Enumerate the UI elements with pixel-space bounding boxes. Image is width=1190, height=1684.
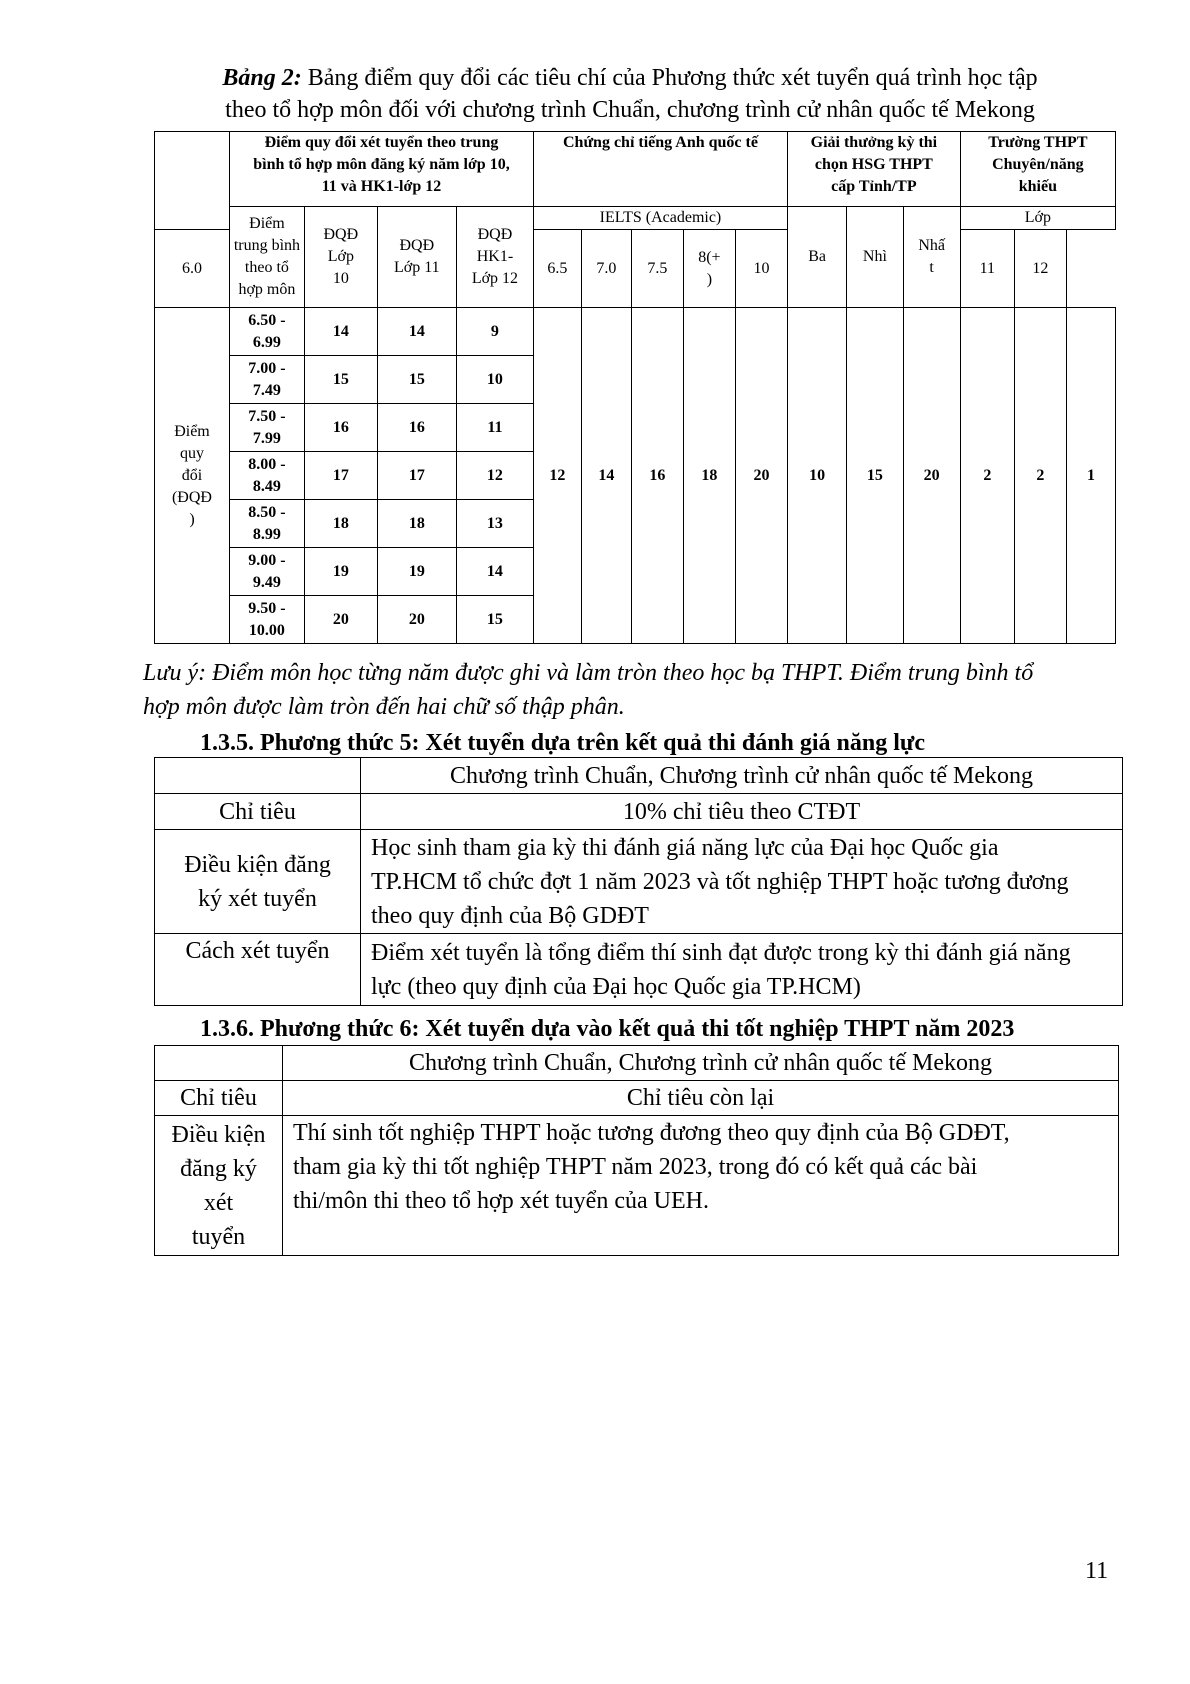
- condition-value: Thí sinh tốt nghiệp THPT hoặc tương đương theo quy định của Bộ GDĐT, tham gia kỳ thi tốt nghiệp THPT năm 2023, trong đó có kết quả các bài thi/môn thi theo tổ hợp xét tuyển của UEH.: [283, 1116, 1119, 1256]
- caption-label: Bảng 2:: [222, 65, 302, 91]
- dqd-11-value: 20: [377, 596, 456, 644]
- dqd-10-value: 16: [304, 404, 377, 452]
- prize-nhi-points: 15: [847, 308, 903, 644]
- header-lop-10: 10: [735, 230, 787, 308]
- caption-line-2: theo tổ hợp môn đối với chương trình Chuẩn, chương trình cử nhân quốc tế Mekong: [225, 97, 1035, 123]
- method-5-heading: 1.3.5. Phương thức 5: Xét tuyển dựa trên kết quả thi đánh giá năng lực: [200, 730, 925, 756]
- dqd-12-value: 10: [456, 356, 533, 404]
- dqd-12-value: 14: [456, 548, 533, 596]
- header-ielts: IELTS (Academic): [533, 207, 787, 230]
- header-ielts-6-5: 6.5: [533, 230, 581, 308]
- ielts-8-points: 20: [735, 308, 787, 644]
- quota-value: 10% chỉ tiêu theo CTĐT: [361, 794, 1123, 830]
- method-5-table: [154, 757, 1123, 1006]
- dqd-10-value: 14: [304, 308, 377, 356]
- header-hsg-prize: Giải thưởng kỳ thi chọn HSG THPT cấp Tỉnh/TP: [787, 132, 960, 207]
- method-6-heading: 1.3.6. Phương thức 6: Xét tuyển dựa vào kết quả thi tốt nghiệp THPT năm 2023: [200, 1016, 1015, 1042]
- empty-corner-cell: [155, 758, 361, 794]
- dqd-12-value: 9: [456, 308, 533, 356]
- side-label-dqd: Điểm quy đổi (ĐQĐ ): [155, 308, 230, 644]
- condition-label: Điều kiện đăng ký xét tuyển: [155, 1116, 283, 1256]
- score-range: 8.50 - 8.99: [229, 500, 304, 548]
- header-average-group: Điểm quy đổi xét tuyển theo trung bình tổ hợp môn đăng ký năm lớp 10, 11 và HK1-lớp 12: [229, 132, 533, 207]
- ielts-6-0-points: 12: [533, 308, 581, 644]
- header-prize-ba: Ba: [787, 207, 846, 308]
- quota-label: Chỉ tiêu: [155, 794, 361, 830]
- method-value: Điểm xét tuyển là tổng điểm thí sinh đạt được trong kỳ thi đánh giá năng lực (theo quy định của Đại học Quốc gia TP.HCM): [361, 934, 1123, 1006]
- quota-value: Chỉ tiêu còn lại: [283, 1081, 1119, 1116]
- header-average-score: Điểm trung bình theo tổ hợp môn: [229, 207, 304, 308]
- header-dqd-grade-11: ĐQĐ Lớp 11: [377, 207, 456, 308]
- dqd-10-value: 20: [304, 596, 377, 644]
- dqd-10-value: 19: [304, 548, 377, 596]
- header-dqd-grade-10: ĐQĐ Lớp 10: [304, 207, 377, 308]
- conversion-score-table: [154, 131, 1116, 644]
- prize-ba-points: 10: [787, 308, 846, 644]
- empty-corner-cell: [155, 132, 230, 230]
- caption-line-1: Bảng điểm quy đổi các tiêu chí của Phương thức xét tuyển quá trình học tập: [301, 65, 1038, 91]
- dqd-10-value: 18: [304, 500, 377, 548]
- dqd-11-value: 17: [377, 452, 456, 500]
- score-range: 6.50 - 6.99: [229, 308, 304, 356]
- dqd-12-value: 12: [456, 452, 533, 500]
- method-6-table: [154, 1045, 1119, 1256]
- dqd-12-value: 13: [456, 500, 533, 548]
- dqd-10-value: 17: [304, 452, 377, 500]
- dqd-11-value: 16: [377, 404, 456, 452]
- dqd-10-value: 15: [304, 356, 377, 404]
- header-prize-nhat: Nhấ t: [903, 207, 960, 308]
- lop-10-points: 2: [960, 308, 1014, 644]
- lop-11-points: 2: [1014, 308, 1066, 644]
- score-range: 7.50 - 7.99: [229, 404, 304, 452]
- header-english-cert: Chứng chỉ tiếng Anh quốc tế: [533, 132, 787, 207]
- header-dqd-grade-12: ĐQĐ HK1- Lớp 12: [456, 207, 533, 308]
- header-specialized-school: Trường THPT Chuyên/năng khiếu: [960, 132, 1115, 207]
- method-label: Cách xét tuyển: [155, 934, 361, 1006]
- quota-label: Chỉ tiêu: [155, 1081, 283, 1116]
- dqd-11-value: 15: [377, 356, 456, 404]
- header-prize-nhi: Nhì: [847, 207, 903, 308]
- condition-label: Điều kiện đăng ký xét tuyển: [155, 830, 361, 934]
- score-range: 9.50 - 10.00: [229, 596, 304, 644]
- ielts-7-5-points: 18: [683, 308, 735, 644]
- dqd-11-value: 14: [377, 308, 456, 356]
- rounding-note: Lưu ý: Điểm môn học từng năm được ghi và làm tròn theo học bạ THPT. Điểm trung bình tổ hợp môn được làm tròn đến hai chữ số thập phân.: [143, 660, 1034, 720]
- score-range: 7.00 - 7.49: [229, 356, 304, 404]
- program-name: Chương trình Chuẩn, Chương trình cử nhân quốc tế Mekong: [361, 758, 1123, 794]
- dqd-11-value: 19: [377, 548, 456, 596]
- condition-value: Học sinh tham gia kỳ thi đánh giá năng lực của Đại học Quốc gia TP.HCM tổ chức đợt 1 năm 2023 và tốt nghiệp THPT hoặc tương đương theo quy định của Bộ GDĐT: [361, 830, 1123, 934]
- dqd-11-value: 18: [377, 500, 456, 548]
- table-caption: [140, 62, 1120, 126]
- ielts-7-0-points: 16: [631, 308, 683, 644]
- header-ielts-7-0: 7.0: [581, 230, 631, 308]
- empty-corner-cell: [155, 1046, 283, 1081]
- header-lop-11: 11: [960, 230, 1014, 308]
- ielts-6-5-points: 14: [581, 308, 631, 644]
- dqd-12-value: 15: [456, 596, 533, 644]
- prize-nhat-points: 20: [903, 308, 960, 644]
- header-ielts-8-plus: 8(+ ): [683, 230, 735, 308]
- program-name: Chương trình Chuẩn, Chương trình cử nhân quốc tế Mekong: [283, 1046, 1119, 1081]
- header-ielts-6-0: 6.0: [155, 230, 230, 308]
- score-range: 8.00 - 8.49: [229, 452, 304, 500]
- header-lop-12: 12: [1014, 230, 1066, 308]
- dqd-12-value: 11: [456, 404, 533, 452]
- score-range: 9.00 - 9.49: [229, 548, 304, 596]
- header-ielts-7-5: 7.5: [631, 230, 683, 308]
- page-number: 11: [1085, 1558, 1109, 1584]
- table-row: [155, 308, 1116, 356]
- header-lop: Lớp: [960, 207, 1115, 230]
- lop-12-points: 1: [1066, 308, 1115, 644]
